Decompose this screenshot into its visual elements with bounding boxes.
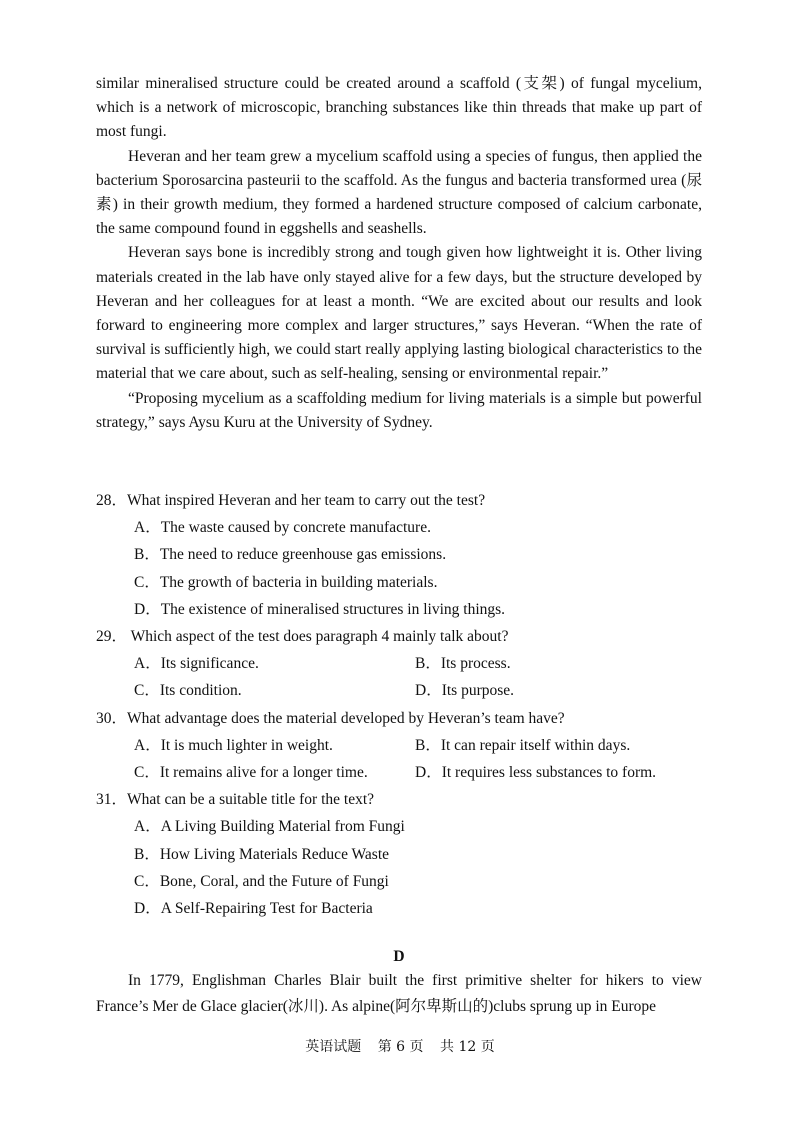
question-text: 30．What advantage does the material developed by Heveran’s team have? [96, 709, 565, 727]
option-c: C．The growth of bacteria in building materials. [134, 573, 438, 591]
option-b: B．The need to reduce greenhouse gas emissions. [134, 546, 447, 564]
question-text: 28．What inspired Heveran and her team to carry out the test? [96, 492, 486, 509]
question-text: 29． Which aspect of the test does paragraph 4 mainly talk about? [96, 628, 509, 646]
option-c: C．It remains alive for a longer time. [134, 764, 368, 782]
option-b: B．It can repair itself within days. [415, 736, 631, 754]
option-b: B．How Living Materials Reduce Waste [134, 845, 390, 863]
option-list [96, 732, 706, 786]
question-list [96, 487, 706, 922]
option-list [96, 813, 706, 922]
question-30 [96, 705, 706, 787]
page-footer [0, 1037, 800, 1057]
reading-passage [96, 72, 702, 435]
passage-paragraph: Heveran and her team grew a mycelium scaffold using a species of fungus, then applied the bacterium Sporosarcina pasteurii to the scaffold. As the fungus and bacteria transformed urea (尿素) in their growth medium, they formed a hardened structure composed of calcium carbonate, the same compound found in eggshells and seashells. [96, 147, 702, 238]
section-heading: D [393, 948, 405, 965]
option-a: A．A Living Building Material from Fungi [134, 818, 405, 836]
question-28 [96, 487, 706, 623]
option-d: D．A Self-Repairing Test for Bacteria [134, 900, 373, 918]
option-d: D．Its purpose. [415, 682, 515, 700]
question-31 [96, 786, 706, 922]
footer-subject: 英语试题 [305, 1039, 362, 1055]
option-d: D．The existence of mineralised structures in living things. [134, 600, 506, 618]
passage-paragraph: In 1779, Englishman Charles Blair built the first primitive shelter for hikers to view France’s Mer de Glace glacier(冰川). As alpine(阿尔卑斯山的)clubs sprung up in Europe [96, 972, 702, 1015]
option-a: A．It is much lighter in weight. [134, 736, 333, 754]
option-c: C．Its condition. [134, 682, 242, 700]
option-list [96, 514, 706, 623]
passage-paragraph: similar mineralised structure could be created around a scaffold (支架) of fungal mycelium, which is a network of microscopic, branching substances like thin threads that make up part of most fungi. [96, 75, 702, 141]
option-list [96, 650, 706, 704]
option-c: C．Bone, Coral, and the Future of Fungi [134, 872, 389, 890]
section-d-passage [96, 968, 702, 1020]
option-a: A．Its significance. [134, 655, 259, 673]
option-b: B．Its process. [415, 655, 511, 673]
question-29 [96, 623, 706, 705]
footer-total-pages: 共 12 页 [440, 1039, 495, 1055]
question-text: 31．What can be a suitable title for the text? [96, 791, 375, 809]
passage-paragraph: Heveran says bone is incredibly strong and tough given how lightweight it is. Other living materials created in the lab have only stayed alive for a few days, but the structure developed by Heveran and her colleagues for at least a month. “We are excited about our results and look forward to engineering more complex and larger structures,” says Heveran. “When the rate of survival is sufficiently high, we could start really applying lasting biological characteristics to the material that we care about, such as self-healing, sensing or environmental repair.” [96, 244, 702, 383]
option-a: A．The waste caused by concrete manufacture. [134, 519, 431, 537]
passage-paragraph: “Proposing mycelium as a scaffolding medium for living materials is a simple but powerful strategy,” says Aysu Kuru at the University of Sydney. [96, 389, 702, 431]
footer-page-number: 第 6 页 [377, 1039, 424, 1055]
option-d: D．It requires less substances to form. [415, 764, 657, 782]
